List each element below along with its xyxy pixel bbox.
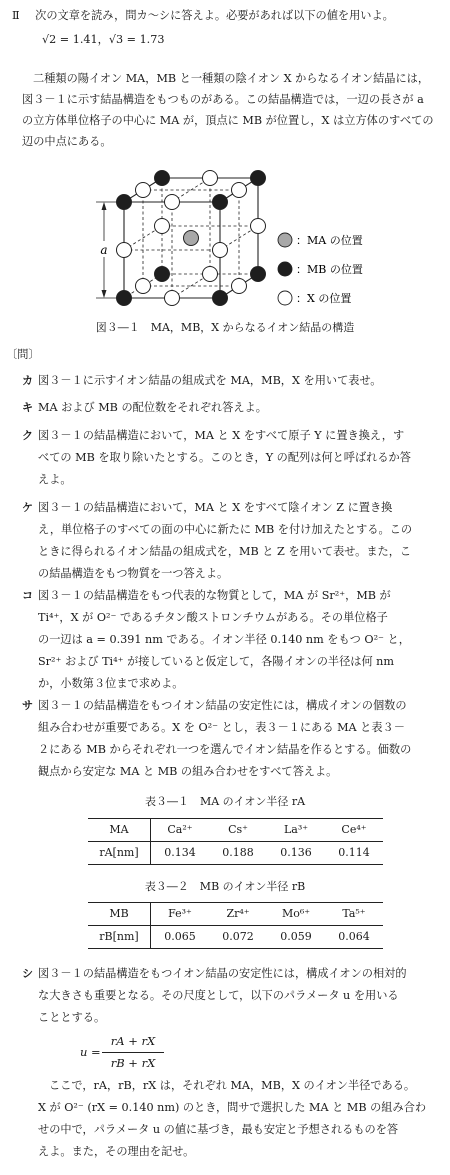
question-line: ときに得られるイオン結晶の組成式を，MB と Z を用いて表せ。また，こ	[38, 545, 412, 558]
intro-line: 二種類の陽イオン MA，MB と一種類の陰イオン X からなるイオン結晶には，	[33, 72, 430, 85]
header	[12, 6, 442, 50]
question-line: 観点から安定な MA と MB の組み合わせをすべて答えよ。	[38, 765, 338, 778]
table-cell: Zr⁴⁺	[209, 903, 267, 926]
question-line: 図３－１に示すイオン結晶の組成式を MA，MB，X を用いて表せ。	[38, 374, 382, 387]
question-line: こととする。	[38, 1011, 106, 1024]
table-cell: Mo⁶⁺	[267, 903, 325, 926]
ma-ion	[184, 231, 199, 246]
edge-length-label: a	[100, 243, 108, 257]
mb-ion	[155, 267, 170, 282]
question-ke	[22, 497, 440, 585]
figure-caption: 図３―１ MA，MB，X からなるイオン結晶の構造	[95, 321, 355, 334]
edge-length-marker	[96, 202, 118, 298]
question-line: の一辺は a = 0.391 nm である。イオン半径 0.140 nm をもつ O²⁻ と，	[38, 633, 410, 646]
x-ion	[117, 243, 132, 258]
question-key: サ	[22, 699, 33, 712]
question-ki	[22, 398, 440, 418]
question-line: せの中で，パラメータ u の値に基づき，最も安定と予想されるものを答	[38, 1123, 399, 1136]
question-ku	[22, 425, 440, 491]
x-ion	[136, 183, 151, 198]
question-sa	[22, 695, 440, 783]
question-ka	[22, 371, 440, 391]
mb-ion	[117, 291, 132, 306]
table1-title: 表３―１ MA のイオン半径 rA	[144, 795, 306, 808]
question-shi	[22, 963, 440, 1029]
question-line: 図３－１の結晶構造において，MA と X をすべて陰イオン Z に置き換	[38, 501, 393, 514]
question-line: か，小数第３位まで求めよ。	[38, 677, 184, 690]
table-cell: 0.188	[209, 842, 267, 865]
question-line: Ti⁴⁺，X が O²⁻ であるチタン酸ストロンチウムがある。その単位格子	[38, 611, 388, 624]
question-line: 図３－１の結晶構造をもつ代表的な物質として，MA が Sr²⁺，MB が	[38, 589, 391, 602]
legend-x-marker	[278, 291, 292, 305]
question-line: べての MB を取り除いたとする。このとき，Y の配列は何と呼ばれるか答	[38, 451, 411, 464]
formula-denominator: rB + rX	[110, 1056, 156, 1070]
table-cell: 0.136	[267, 842, 325, 865]
crystal-structure-figure	[0, 158, 450, 340]
table-row	[88, 926, 383, 949]
table-cell: Ce⁴⁺	[325, 819, 383, 842]
question-line: え，単位格子のすべての面の中心に新たに MB を付け加えたとする。この	[38, 523, 413, 536]
table-cell: MB	[88, 903, 151, 926]
x-ion	[155, 219, 170, 234]
intro-line: 図３－１に示す結晶構造をもつものがある。この結晶構造では，一辺の長さが a	[22, 93, 424, 106]
question-line: ここで，rA，rB，rX は，それぞれ MA，MB，X のイオン半径である。	[49, 1079, 416, 1092]
legend-mb-marker	[278, 262, 292, 276]
intro-line: 辺の中点にある。	[22, 135, 112, 148]
x-ion	[165, 291, 180, 306]
mb-ion	[251, 171, 266, 186]
question-ko	[22, 585, 440, 695]
intro-paragraph	[22, 68, 440, 152]
question-line: えよ。	[38, 473, 72, 486]
question-line: 組み合わせが重要である。X を O²⁻ とし，表３－１にある MA と表３－	[38, 721, 405, 734]
question-line: ２にある MB からそれぞれ一つを選んでイオン結晶を作るとする。価数の	[38, 743, 412, 756]
table-cell: 0.072	[209, 926, 267, 949]
mb-ion	[251, 267, 266, 282]
table2-title: 表３―２ MB のイオン半径 rB	[144, 880, 306, 893]
formula-numerator: rA + rX	[110, 1034, 156, 1048]
table-cell: rA[nm]	[88, 842, 151, 865]
formula-lhs: u =	[80, 1045, 101, 1059]
questions-header: 〔問〕	[6, 348, 40, 361]
legend-x-label: ：X の位置	[296, 292, 352, 305]
question-line: の結晶構造をもつ物質を一つ答えよ。	[38, 567, 229, 580]
table-cell: La³⁺	[267, 819, 325, 842]
table-cell: 0.059	[267, 926, 325, 949]
mb-ion	[155, 171, 170, 186]
constant-values: √2 = 1.41，√3 = 1.73	[42, 33, 165, 46]
table-header-row	[88, 903, 383, 926]
x-ion	[232, 183, 247, 198]
question-line: X が O²⁻ (rX = 0.140 nm) のとき，問サで選択した MA と MB の組み合わ	[38, 1101, 427, 1114]
question-line: MA および MB の配位数をそれぞれ答えよ。	[38, 401, 267, 414]
table-header-row	[88, 819, 383, 842]
question-line: Sr²⁺ および Ti⁴⁺ が接していると仮定して，各陽イオンの半径は何 nm	[38, 655, 394, 668]
table-cell: MA	[88, 819, 151, 842]
mb-ion	[117, 195, 132, 210]
instruction-text: 次の文章を読み，問カ～シに答えよ。必要があれば以下の値を用いよ。	[35, 9, 394, 22]
x-ion	[203, 267, 218, 282]
instruction-line	[12, 6, 442, 26]
question-line: 図３－１の結晶構造をもつイオン結晶の安定性には，構成イオンの個数の	[38, 699, 407, 712]
x-ion	[213, 243, 228, 258]
question-line: 図３－１の結晶構造をもつイオン結晶の安定性には，構成イオンの相対的	[38, 967, 407, 980]
mb-ion	[213, 291, 228, 306]
legend-ma-label: ：MA の位置	[296, 234, 363, 247]
table2	[88, 902, 383, 949]
question-line: な大きさも重要となる。その尺度として，以下のパラメータ u を用いる	[38, 989, 399, 1002]
x-ion	[232, 279, 247, 294]
question-key: コ	[22, 589, 33, 602]
x-ion	[251, 219, 266, 234]
question-shi-continued	[38, 1075, 442, 1163]
table-cell: 0.065	[151, 926, 210, 949]
question-line: えよ。また，その理由を記せ。	[38, 1145, 195, 1158]
table-cell: Cs⁺	[209, 819, 267, 842]
question-key: キ	[22, 401, 33, 414]
table-cell: Ca²⁺	[151, 819, 210, 842]
question-key: シ	[22, 967, 33, 980]
intro-line: の立方体単位格子の中心に MA が，頂点に MB が位置し，X は立方体のすべての	[22, 114, 434, 127]
x-ion	[203, 171, 218, 186]
legend-mb-label: ：MB の位置	[296, 263, 363, 276]
table-row	[88, 842, 383, 865]
table1	[88, 818, 383, 865]
question-key: カ	[22, 374, 33, 387]
question-key: ケ	[22, 501, 33, 514]
x-ion	[136, 279, 151, 294]
table-cell: Fe³⁺	[151, 903, 210, 926]
table-cell: Ta⁵⁺	[325, 903, 383, 926]
unit-cell-cube	[117, 171, 266, 306]
figure-legend	[278, 233, 363, 305]
problem-number: Ⅱ	[12, 9, 20, 22]
question-line: 図３－１の結晶構造において，MA と X をすべて原子 Y に置き換え，す	[38, 429, 405, 442]
table-cell: 0.114	[325, 842, 383, 865]
table-cell: rB[nm]	[88, 926, 151, 949]
mb-ion	[213, 195, 228, 210]
table-cell: 0.064	[325, 926, 383, 949]
question-key: ク	[22, 429, 33, 442]
x-ion	[165, 195, 180, 210]
table-cell: 0.134	[151, 842, 210, 865]
legend-ma-marker	[278, 233, 292, 247]
